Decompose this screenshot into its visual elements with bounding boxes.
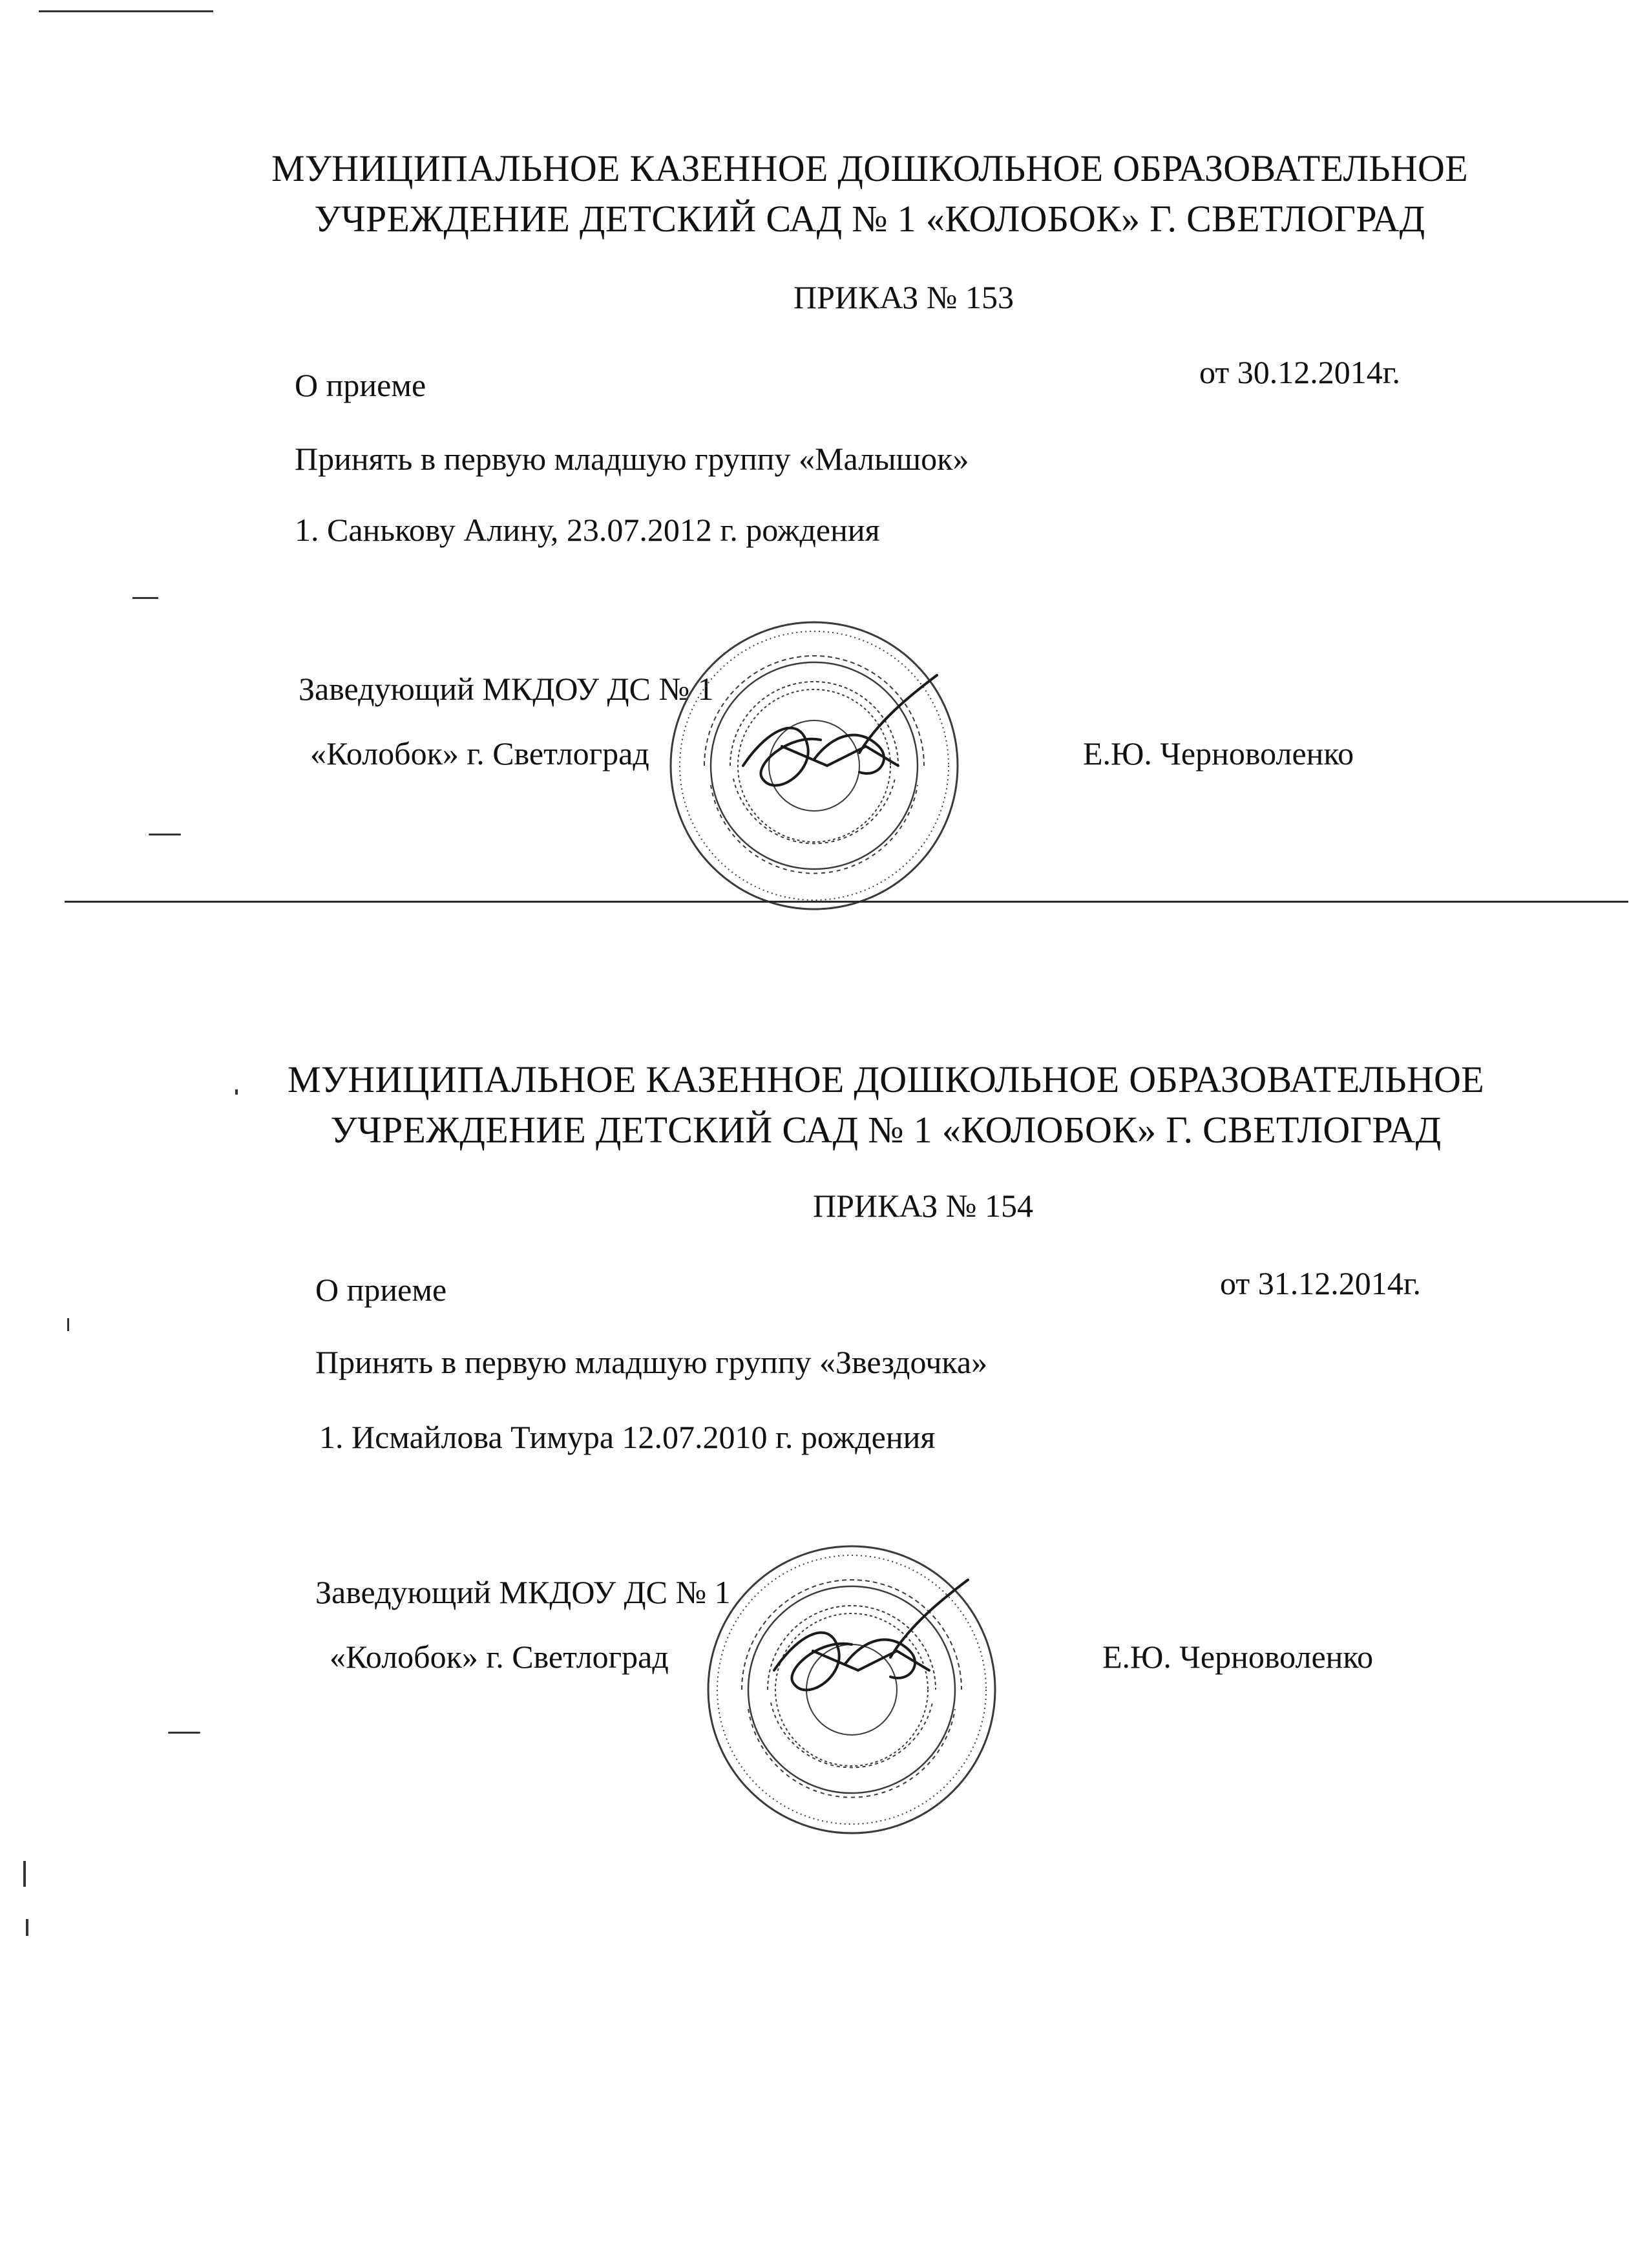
signer-position-line-1: Заведующий МКДОУ ДС № 1 [315,1574,731,1610]
signer-name: Е.Ю. Черноволенко [1102,1639,1374,1675]
order-date: от 31.12.2014г. [1220,1265,1422,1301]
order-date: от 30.12.2014г. [1199,354,1401,390]
child-entry: 1. Исмайлова Тимура 12.07.2010 г. рождения [319,1419,936,1455]
order-divider [65,901,1628,903]
institution-heading [0,143,1649,244]
order-subject: О приеме [315,1272,447,1308]
order-subject: О приеме [295,367,426,403]
signer-position-line-2: «Колобок» г. Светлоград [330,1639,669,1675]
order-153 [0,0,1649,905]
official-stamp-with-signature [703,1541,1000,1838]
scan-speck [168,1732,200,1734]
scan-speck [23,1861,26,1887]
heading-line-2: УЧРЕЖДЕНИЕ ДЕТСКИЙ САД № 1 «КОЛОБОК» Г. СВЕТЛОГРАД [314,198,1425,240]
heading-line-1: МУНИЦИПАЛЬНОЕ КАЗЕННОЕ ДОШКОЛЬНОЕ ОБРАЗОВАТЕЛЬНОЕ [271,147,1468,189]
order-title: ПРИКАЗ № 154 [813,1188,1033,1224]
official-stamp-with-signature [666,617,963,914]
signer-name: Е.Ю. Черноволенко [1083,735,1354,772]
child-entry: 1. Санькову Алину, 23.07.2012 г. рождения [295,512,880,548]
signer-position-line-1: Заведующий МКДОУ ДС № 1 [299,671,714,707]
scan-speck [149,834,181,835]
scan-speck [235,1089,238,1095]
heading-line-2: УЧРЕЖДЕНИЕ ДЕТСКИЙ САД № 1 «КОЛОБОК» Г. СВЕТЛОГРАД [330,1109,1442,1151]
institution-heading [0,1055,1649,1155]
order-instruction: Принять в первую младшую группу «Звездочка» [315,1344,988,1380]
heading-line-1: МУНИЦИПАЛЬНОЕ КАЗЕННОЕ ДОШКОЛЬНОЕ ОБРАЗОВАТЕЛЬНОЕ [288,1058,1484,1100]
scan-speck [67,1318,69,1331]
scan-speck [132,597,158,599]
order-title: ПРИКАЗ № 153 [793,279,1014,315]
signer-position-line-2: «Колобок» г. Светлоград [310,735,649,772]
order-instruction: Принять в первую младшую группу «Малышок» [295,441,969,477]
order-154 [0,905,1649,1938]
scan-speck [26,1919,28,1936]
